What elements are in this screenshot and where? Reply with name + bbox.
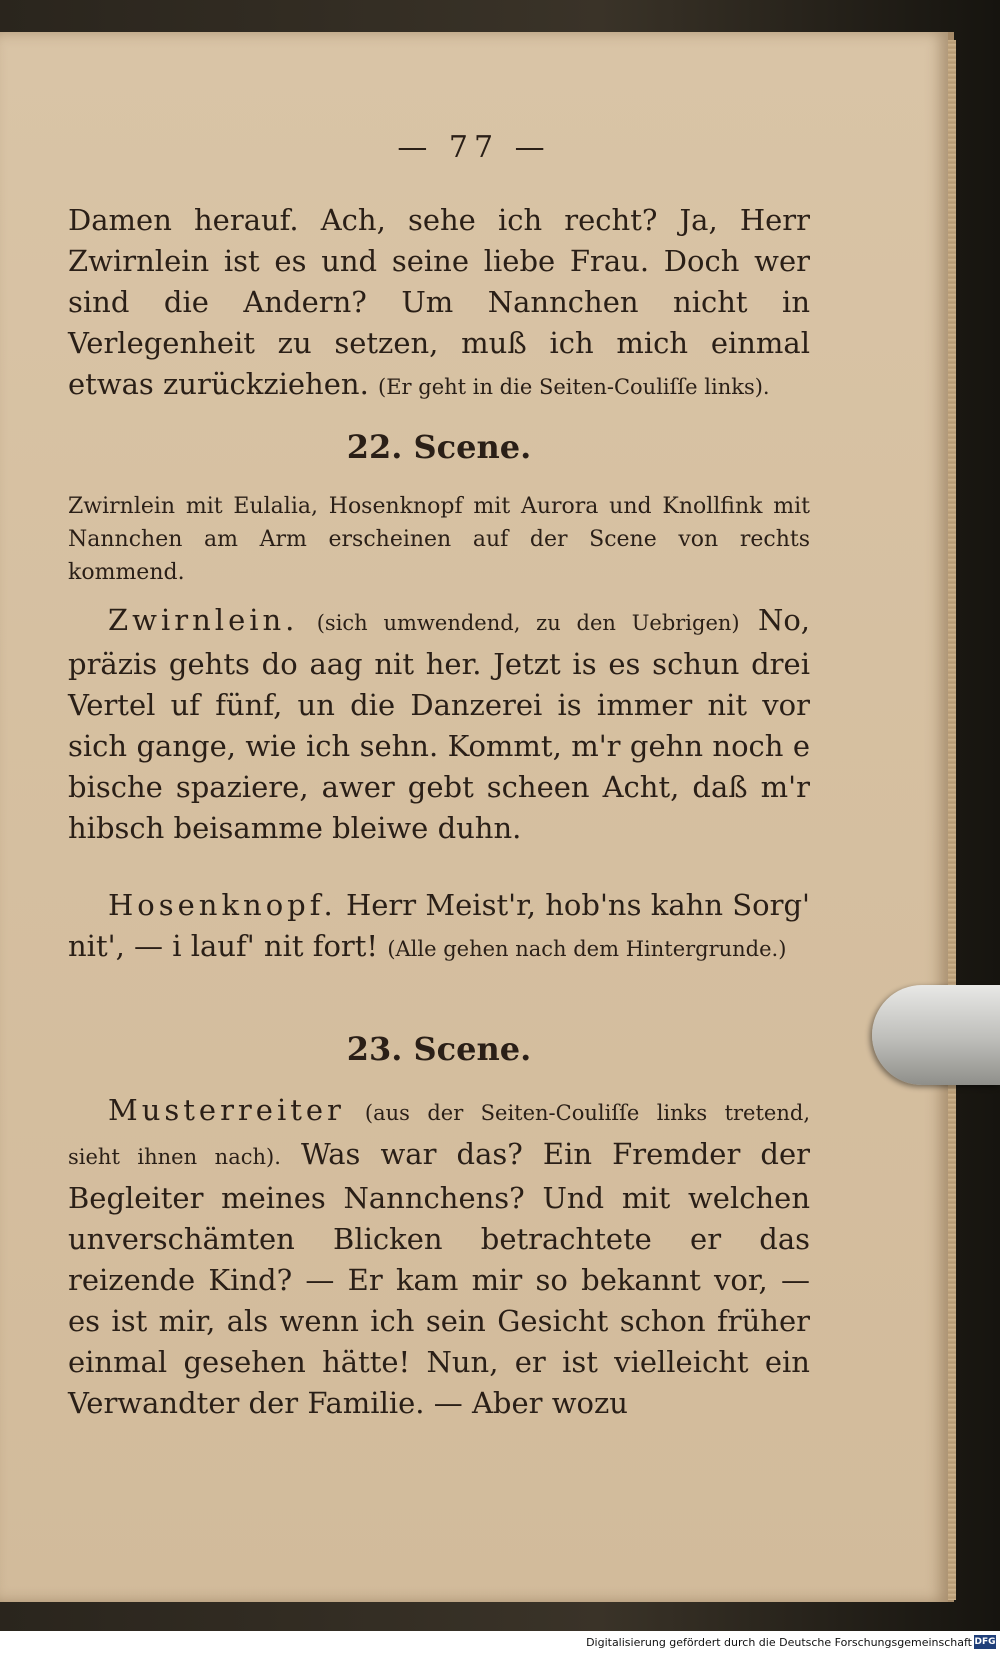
scene-23-heading: 23. Scene. xyxy=(346,1030,532,1068)
zwirnlein-text: No, präzis gehts do aag nit her. Jetzt is es schun drei Vertel uf fünf, un die Danzerei is immer nit vor sich gange, wie ich sehn. Kommt, m'r gehn noch e bische spaziere, awer gebt scheen Acht, daß m'r hibsch beisamme bleiwe duhn. xyxy=(68,603,811,845)
hosenknopf-stage-direction: (Alle gehen nach dem Hintergrunde.) xyxy=(387,937,787,961)
zwirnlein-stage-direction: (sich umwendend, zu den Uebrigen) xyxy=(316,611,740,635)
page-number: — 77 — xyxy=(397,130,551,165)
hosenknopf-text: Herr Meist'r, hob'ns kahn Sorg' nit', — i lauf' nit fort! xyxy=(68,888,811,963)
intro-stage-direction: (Er geht in die Seiten-Couliſſe links). xyxy=(378,375,770,399)
speaker-musterreiter: Musterreiter xyxy=(108,1093,345,1127)
musterreiter-speech xyxy=(68,1090,810,1424)
intro-paragraph xyxy=(68,200,810,408)
musterreiter-text: Was war das? Ein Fremder der Begleiter meines Nannchens? Und mit welchen unverschämten Blicken betrachtete er das reizende Kind? — Er kam mir so bekannt vor, — es ist mir, als wenn ich sein Gesicht schon früher einmal gesehen hätte! Nun, er ist vielleicht ein Verwandter der Familie. — Aber wozu xyxy=(68,1137,810,1420)
hosenknopf-speech xyxy=(68,885,810,970)
scene-22-cast xyxy=(68,490,810,589)
page-edge xyxy=(948,40,956,1600)
page-tab-marker xyxy=(872,985,1000,1085)
scene-22-cast-text: Zwirnlein mit Eulalia, Hosenknopf mit Aurora und Knollfink mit Nannchen am Arm erscheinen auf der Scene von rechts kommend. xyxy=(68,494,810,585)
speaker-zwirnlein: Zwirnlein. xyxy=(108,603,299,637)
intro-text: Damen herauf. Ach, sehe ich recht? Ja, Herr Zwirnlein ist es und seine liebe Frau. Doch wer sind die Andern? Um Nannchen nicht in Verlegenheit zu setzen, muß ich mich einmal etwas zurückziehen. xyxy=(68,203,810,401)
musterreiter-stage-direction: (aus der Seiten-Couliſſe links tretend, sieht ihnen nach). xyxy=(68,1101,810,1169)
dfg-logo: DFG xyxy=(974,1637,996,1647)
zwirnlein-speech xyxy=(68,600,810,849)
scene-22-heading: 22. Scene. xyxy=(346,428,532,466)
speaker-hosenknopf: Hosenknopf. xyxy=(108,888,337,922)
digitization-credit: Digitalisierung gefördert durch die Deutsche Forschungsgemeinschaft xyxy=(586,1636,972,1649)
